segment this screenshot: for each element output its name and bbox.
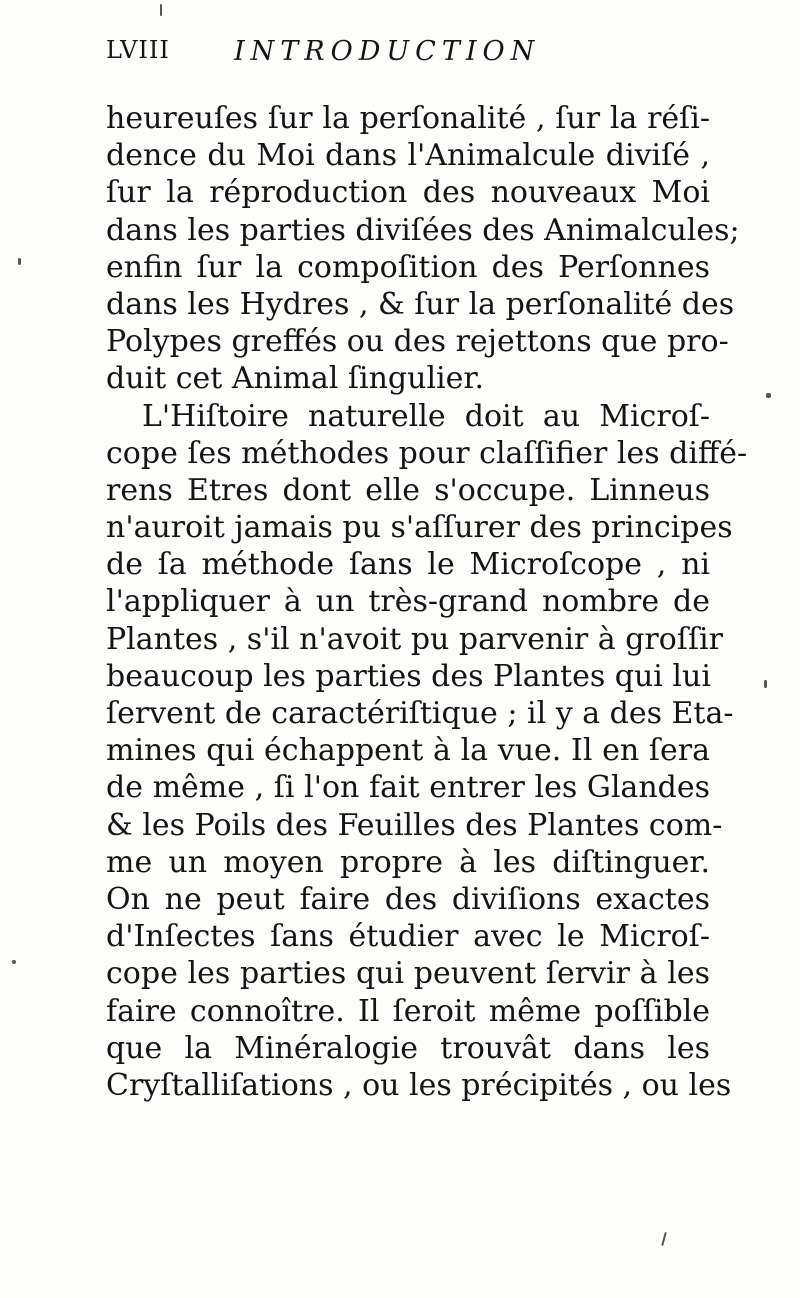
- text-line: dans les Hydres , & ſur la perſonalité des: [106, 286, 735, 322]
- text-line: d'Inſectes ſans étudier avec le Microſ-: [106, 919, 710, 955]
- text-line: & les Poils des Feuilles des Plantes com-: [106, 807, 723, 843]
- paragraph-start-line: L'Hiſtoire naturelle doit au Microſ-: [142, 398, 710, 434]
- text-line: cope ſes méthodes pour claſſifier les diffé-: [106, 435, 748, 471]
- text-line: Polypes greffés ou des rejettons que pro-: [106, 324, 729, 360]
- running-title: INTRODUCTION: [234, 36, 541, 67]
- text-line: mines qui échappent à la vue. Il en ſera: [106, 733, 710, 769]
- text-line: Cryſtalliſations , ou les précipités , ou les: [106, 1067, 732, 1103]
- text-line: Plantes , s'il n'avoit pu parvenir à groſſir: [106, 621, 723, 657]
- scan-speck: [160, 4, 162, 16]
- text-line: de ſa méthode ſans le Microſcope , ni: [106, 547, 710, 583]
- text-line: que la Minéralogie trouvât dans les: [106, 1030, 710, 1066]
- text-line: n'auroit jamais pu s'aſſurer des principes: [106, 510, 733, 546]
- body-text: [106, 100, 748, 1104]
- scan-speck: [766, 393, 771, 398]
- text-line: On ne peut faire des diviſions exactes: [106, 881, 710, 917]
- text-line: ſur la réproduction des nouveaux Moi: [106, 175, 710, 211]
- page-header: [106, 36, 706, 76]
- text-line: l'appliquer à un très-grand nombre de: [106, 584, 710, 620]
- text-line: dans les parties diviſées des Animalcules;: [106, 212, 740, 248]
- text-line: ſervent de caractériſtique ; il y a des Eta-: [106, 696, 734, 731]
- text-line: de même , ſi l'on fait entrer les Glandes: [106, 770, 710, 806]
- scan-speck: [661, 1232, 667, 1246]
- text-line: heureuſes ſur la perſonalité , ſur la réſi-: [106, 101, 710, 136]
- text-line: me un moyen propre à les diſtinguer.: [106, 844, 710, 880]
- text-line: enfin ſur la compoſition des Perſonnes: [106, 249, 710, 285]
- text-line: faire connoître. Il ſeroit même poſſible: [106, 993, 710, 1029]
- scan-speck: [764, 680, 767, 688]
- text-line: beaucoup les parties des Plantes qui lui: [106, 658, 711, 694]
- scan-speck: [18, 258, 21, 265]
- page-number: LVIII: [106, 36, 170, 64]
- scan-speck: [12, 960, 16, 964]
- text-line: cope les parties qui peuvent ſervir à les: [106, 956, 710, 992]
- text-line: rens Etres dont elle s'occupe. Linneus: [106, 472, 710, 508]
- text-line: duit cet Animal ſingulier.: [106, 361, 484, 397]
- text-line: dence du Moi dans l'Animalcule diviſé ,: [106, 138, 710, 174]
